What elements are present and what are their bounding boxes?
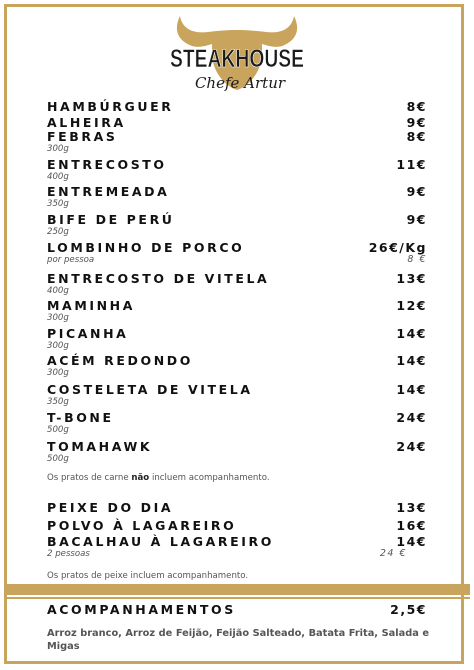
menu-item-bife-de-peru — [47, 212, 427, 237]
item-detail-price: 8 € — [407, 254, 427, 265]
sides-price: 2,5€ — [390, 602, 427, 617]
sides-title: ACOMPANHAMENTOS — [47, 602, 236, 617]
gold-divider-line — [4, 597, 470, 599]
menu-item-t-bone — [47, 410, 427, 435]
sides-list: Arroz branco, Arroz de Feijão, Feijão Salteado, Batata Frita, Salada e Migas — [47, 628, 429, 652]
item-price: 13€ — [396, 271, 427, 286]
menu-item-entrecosto — [47, 157, 427, 182]
item-name: BACALHAU À LAGAREIRO — [47, 534, 274, 549]
item-weight: 400g — [47, 172, 69, 182]
item-name: T-BONE — [47, 410, 114, 425]
menu-item-entrecosto-de-vitela — [47, 271, 427, 296]
menu-item-tomahawk — [47, 439, 427, 464]
item-price: 14€ — [396, 382, 427, 397]
fish-note: Os pratos de peixe incluem acompanhamento. — [47, 571, 249, 581]
item-weight: 300g — [47, 341, 69, 351]
item-name: HAMBÚRGUER — [47, 99, 174, 114]
steakhouse-logo — [162, 10, 312, 104]
item-price: 8€ — [406, 99, 427, 114]
item-weight: 500g — [47, 454, 69, 464]
item-detail: 2 pessoas — [47, 549, 90, 559]
item-name: ACÉM REDONDO — [47, 353, 194, 368]
item-price: 14€ — [396, 534, 427, 549]
item-price: 26€/Kg — [368, 240, 427, 255]
item-weight: 400g — [47, 286, 69, 296]
item-weight: 300g — [47, 144, 69, 154]
item-price: 24€ — [396, 439, 427, 454]
item-price: 14€ — [396, 353, 427, 368]
menu-item-febras — [47, 129, 427, 154]
item-price: 13€ — [396, 500, 427, 515]
item-weight: 350g — [47, 397, 69, 407]
item-detail: por pessoa — [47, 255, 95, 265]
item-weight: 350g — [47, 199, 69, 209]
item-name: PEIXE DO DIA — [47, 500, 174, 515]
item-name: LOMBINHO DE PORCO — [47, 240, 245, 255]
item-name: PICANHA — [47, 326, 129, 341]
menu-item-hamburguer — [47, 99, 427, 114]
item-name: MAMINHA — [47, 298, 135, 313]
item-name: ENTRECOSTO DE VITELA — [47, 271, 270, 286]
menu-item-picanha — [47, 326, 427, 351]
item-name: TOMAHAWK — [47, 439, 153, 454]
meat-note-text-end: incluem acompanhamento. — [149, 473, 270, 483]
item-name: BIFE DE PERÚ — [47, 212, 175, 227]
item-price: 24€ — [396, 410, 427, 425]
item-price: 9€ — [406, 212, 427, 227]
item-price: 9€ — [406, 184, 427, 199]
item-name: COSTELETA DE VITELA — [47, 382, 253, 397]
item-name: ENTREMEADA — [47, 184, 170, 199]
item-weight: 300g — [47, 313, 69, 323]
menu-item-acem-redondo — [47, 353, 427, 378]
menu-item-costeleta-de-vitela — [47, 382, 427, 407]
menu-item-maminha — [47, 298, 427, 323]
menu-item-lombinho-de-porco — [47, 240, 427, 265]
logo-subtitle: Chefe Artur — [194, 74, 286, 92]
sides-section — [47, 602, 427, 617]
menu-item-entremeada — [47, 184, 427, 209]
meat-note-text: Os pratos de carne — [47, 473, 132, 483]
item-name: POLVO À LAGAREIRO — [47, 518, 237, 533]
item-weight: 300g — [47, 368, 69, 378]
item-price: 12€ — [396, 298, 427, 313]
item-name: ALHEIRA — [47, 115, 126, 130]
item-price: 16€ — [396, 518, 427, 533]
item-price: 14€ — [396, 326, 427, 341]
meat-note-emphasis: não — [131, 473, 150, 483]
meat-note — [47, 473, 270, 483]
menu-item-polvo-a-lagareiro — [47, 518, 427, 533]
menu-item-alheira — [47, 115, 427, 130]
menu-item-bacalhau-a-lagareiro — [47, 534, 427, 559]
menu-item-peixe-do-dia — [47, 500, 427, 515]
item-weight: 250g — [47, 227, 69, 237]
item-price: 11€ — [396, 157, 427, 172]
item-detail-price: 24 € — [379, 548, 407, 559]
logo-title: STEAKHOUSE — [170, 45, 304, 73]
item-name: FEBRAS — [47, 129, 118, 144]
item-weight: 500g — [47, 425, 69, 435]
item-name: ENTRECOSTO — [47, 157, 167, 172]
item-price: 8€ — [406, 129, 427, 144]
item-price: 9€ — [406, 115, 427, 130]
gold-divider — [4, 584, 470, 595]
